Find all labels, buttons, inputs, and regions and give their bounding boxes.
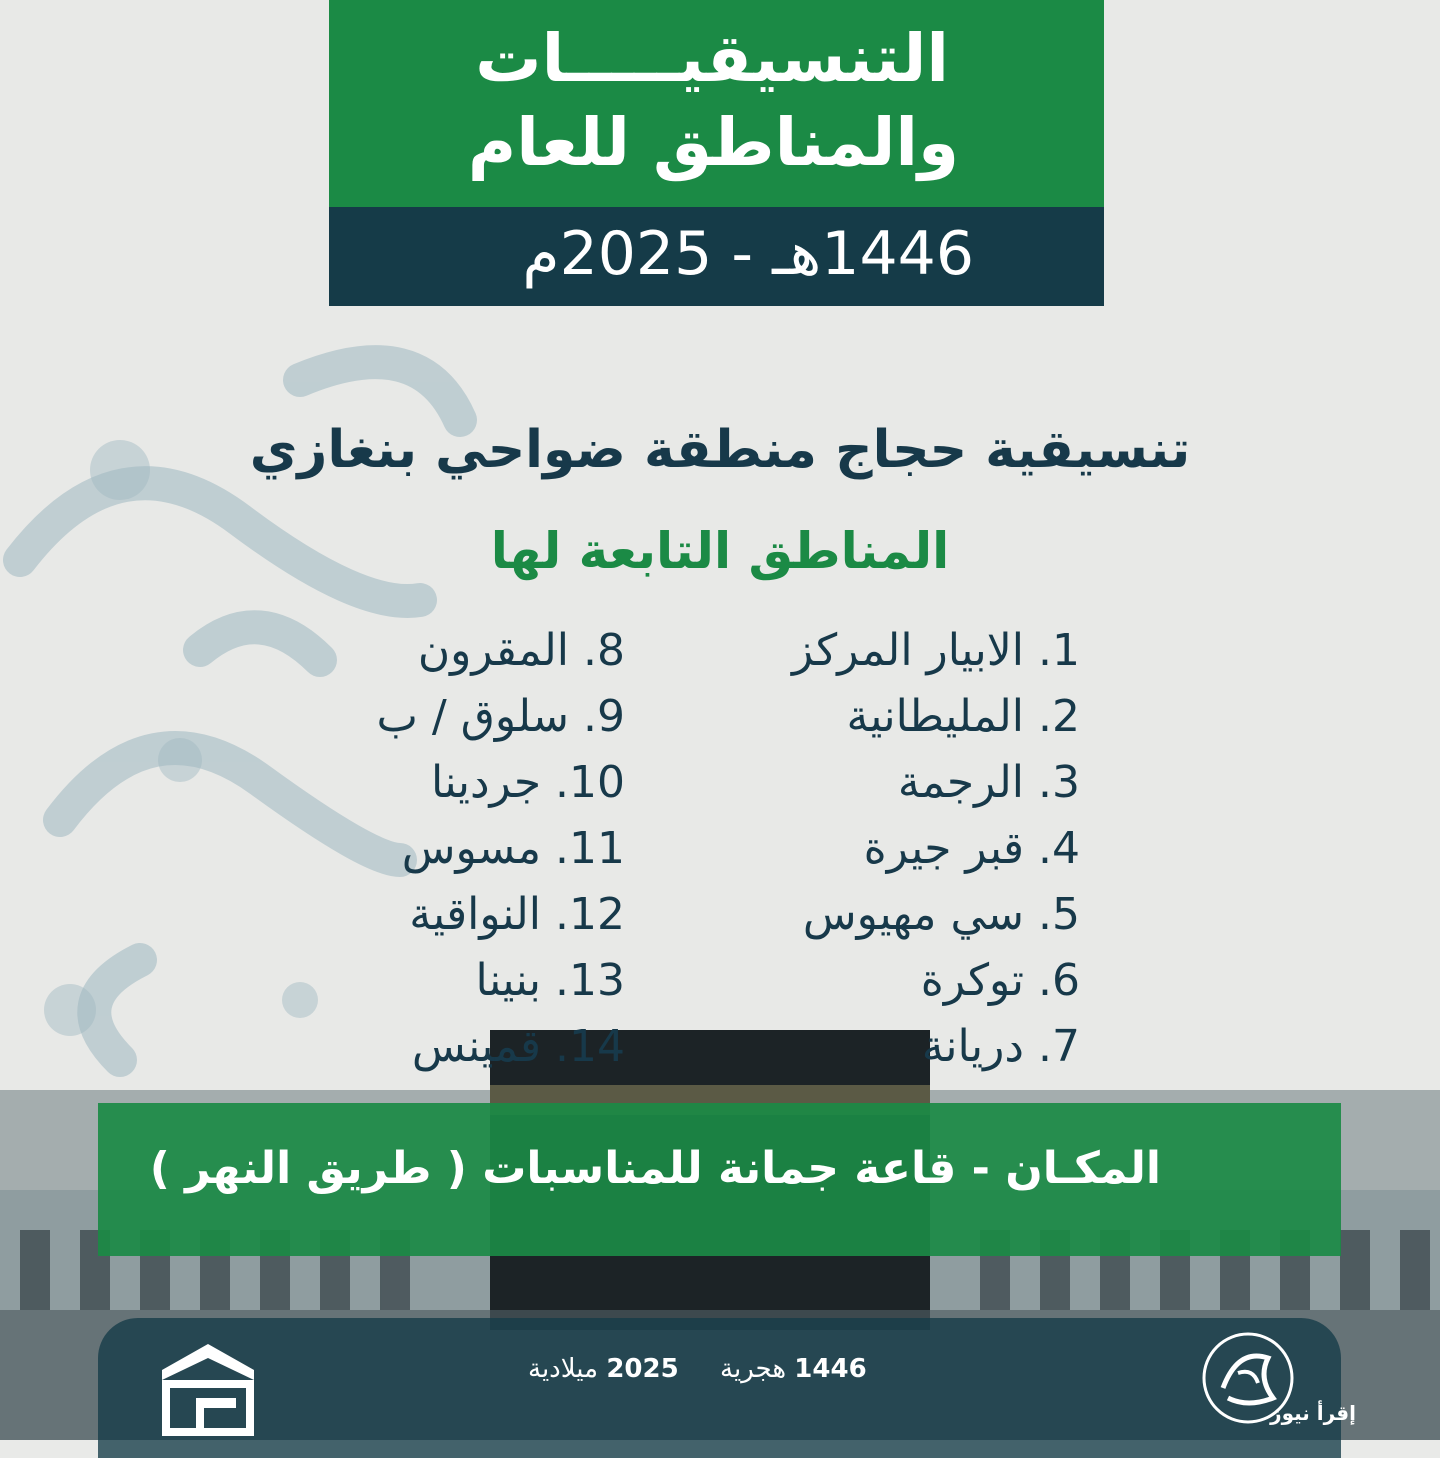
list-item: 6. توكرة <box>920 955 1080 1006</box>
areas-list-right <box>792 618 1080 1080</box>
list-item: 11. مسوس <box>401 823 625 874</box>
list-item: 3. الرجمة <box>897 757 1080 808</box>
sub-title: المناطق التابعة لها <box>490 522 950 580</box>
header-year: 1446هـ - 2025م <box>522 219 974 289</box>
list-item: 10. جردينا <box>431 757 625 808</box>
header-title-panel <box>329 0 1104 207</box>
header-title-line2: والمناطق للعام <box>467 104 959 181</box>
venue-text: المكـان - قاعة جمانة للمناسبات ( طريق النهر ) <box>149 1143 1161 1194</box>
gregorian-label: ميلادية <box>528 1354 599 1384</box>
venue-banner <box>98 1103 1341 1256</box>
list-item: 12. النواقية <box>409 889 625 940</box>
gregorian-year: 2025 <box>606 1354 679 1384</box>
header-year-panel <box>329 207 1104 306</box>
brand-text: إقرأ نيوز <box>1270 1401 1356 1425</box>
header-box <box>329 0 1104 306</box>
hijri-label: هجرية <box>720 1354 787 1384</box>
list-item: 2. المليطانية <box>846 691 1080 742</box>
kaaba-logo-icon <box>158 1340 258 1436</box>
list-item: 4. قبر جيرة <box>863 823 1080 874</box>
list-item: 1. الابيار المركز <box>791 625 1080 676</box>
hijri-year: 1446 <box>794 1354 867 1384</box>
list-item: 14. قمينس <box>411 1021 625 1072</box>
areas-list-left <box>377 618 626 1080</box>
list-item: 9. سلوق / ب <box>376 691 625 742</box>
footer-bar <box>98 1318 1356 1458</box>
header-title-line1: التنسيقيـــــات <box>475 20 949 97</box>
list-item: 5. سي مهيوس <box>802 889 1080 940</box>
footer-dates <box>528 1354 867 1384</box>
list-item: 13. بنينا <box>475 955 625 1006</box>
main-title: تنسيقية حجاج منطقة ضواحي بنغازي <box>249 420 1191 480</box>
list-item: 8. المقرون <box>417 625 625 676</box>
brand-logo <box>1270 1388 1358 1428</box>
list-item: 7. دريانة <box>921 1021 1080 1072</box>
